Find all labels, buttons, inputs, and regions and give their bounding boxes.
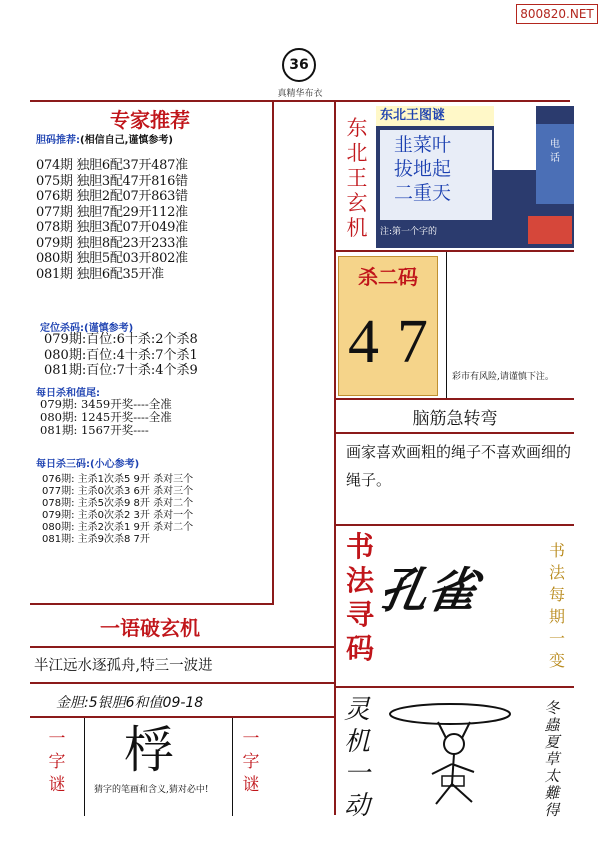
riddle-character: 桴 [124, 721, 174, 779]
list-item: 081期:百位:7十杀:4个杀9 [44, 363, 198, 378]
moment-rule-top [336, 686, 574, 688]
northeast-line: 拔地起 [394, 158, 452, 180]
moment-figure [380, 692, 530, 812]
brain-text: 画家喜欢画粗的绳子不喜欢画细的绳子。 [346, 443, 572, 489]
list-item: 081期 独胆6配35开准 [36, 266, 164, 282]
white-patch [494, 106, 536, 170]
bile-note: (相信自己,谨慎参考) [80, 135, 173, 146]
list-item: 077期: 主杀0次杀3 6开 杀对三个 [42, 486, 194, 497]
gold-line: 金胆:5银胆6和值09-18 [56, 695, 204, 711]
northeast-label: 东北王玄机 [346, 116, 368, 240]
riddle-divider-left [84, 718, 85, 816]
list-item: 074期 独胆6配37开487准 [36, 158, 188, 173]
left-column-rule [272, 100, 274, 605]
brain-rule-top [336, 398, 574, 400]
position-list [44, 332, 272, 379]
phrase-rule-mid [30, 646, 334, 648]
riddle-right-label: 一字谜 [242, 729, 260, 795]
calligraphy-rule-top [336, 524, 574, 526]
brain-rule-mid [336, 432, 574, 434]
northeast-card [380, 130, 492, 220]
riddle-left-label: 一字谜 [48, 729, 66, 795]
calligraphy-side: 书法每期一变 [548, 541, 565, 670]
northeast-picture [376, 106, 574, 248]
bile-list [36, 158, 272, 282]
brain-title: 脑筋急转弯 [412, 409, 498, 429]
logo-badge: 36 [282, 48, 316, 82]
list-item: 078期 独胆3配07开049准 [36, 220, 188, 235]
right-column-rule [334, 100, 336, 815]
riddle-divider-right [232, 718, 233, 816]
watermark: 800820.NET [516, 4, 598, 24]
figure-drawing [380, 692, 530, 812]
phrase-text: 半江远水逐孤舟,特三一波进 [34, 658, 213, 674]
list-item: 081期: 主杀9次杀8 7开 [42, 534, 150, 545]
kill-two-digits [339, 297, 437, 387]
northeast-line: 二重天 [394, 182, 452, 204]
list-item: 078期: 主杀5次杀9 8开 杀对二个 [42, 498, 194, 509]
daily-sum-label: 每日杀和值尾: [36, 388, 100, 399]
list-item: 076期: 主杀1次杀5 9开 杀对三个 [42, 474, 194, 485]
northeast-line: 韭菜叶 [394, 134, 452, 156]
list-item: 079期: 3459开奖----全准 [40, 397, 172, 411]
kill-three-header [36, 452, 266, 471]
list-item: 079期:百位:6十杀:2个杀8 [44, 332, 198, 347]
phrase-rule-bottom [30, 682, 334, 684]
kill-two-card [338, 256, 438, 396]
risk-note: 彩市有风险,请谨慎下注。 [452, 372, 554, 382]
list-item: 080期: 主杀2次杀1 9开 杀对二个 [42, 522, 194, 533]
daily-sum-list [40, 398, 270, 437]
kill-two-divider [446, 252, 447, 398]
list-item: 077期 独胆7配29开112准 [36, 204, 188, 220]
riddle-hint: 猜字的笔画和含义,猜对必中! [94, 785, 209, 795]
kill-three-label: 每日杀三码: [36, 459, 90, 470]
list-item: 081期: 1567开奖---- [40, 423, 149, 437]
northeast-banner: 东北王图谜 [376, 106, 494, 126]
moment-side: 冬蟲夏草太難得 [544, 699, 560, 819]
position-note: (谨慎参考) [84, 323, 134, 334]
expert-title: 专家推荐 [110, 108, 190, 132]
phrase-rule-top [30, 603, 274, 605]
list-item: 075期 独胆3配47开816错 [36, 173, 188, 189]
list-item: 076期 独胆2配07开863错 [36, 189, 188, 204]
northeast-stamp [528, 216, 572, 244]
northeast-side-panel [536, 124, 574, 204]
top-rule [30, 100, 570, 102]
northeast-side-text: 电话 [550, 139, 560, 164]
moment-label: 灵机一动 [343, 695, 370, 821]
list-item: 079期: 主杀0次杀2 3开 杀对一个 [42, 510, 194, 521]
bile-label: 胆码推荐: [36, 135, 80, 146]
position-label: 定位杀码: [40, 323, 84, 334]
list-item: 080期: 1245开奖----全准 [40, 410, 172, 424]
kill-two-digit: 7 [397, 308, 428, 376]
kill-three-list [42, 474, 270, 546]
list-item: 079期 独胆8配23开233准 [36, 235, 188, 251]
kill-two-rule-top [336, 250, 574, 252]
list-item: 080期 独胆5配03开802准 [36, 251, 188, 266]
calligraphy-label: 书法寻码 [345, 530, 374, 665]
northeast-footnote: 注:第一个字的 [380, 227, 438, 237]
kill-two-title: 杀二码 [358, 265, 418, 289]
kill-two-digit: 4 [348, 308, 379, 376]
kill-three-note: (小心参考) [90, 459, 140, 470]
phrase-title: 一语破玄机 [100, 616, 200, 640]
calligraphy-art: 孔雀 [375, 563, 481, 619]
bile-header [36, 128, 266, 147]
list-item: 080期:百位:4十杀:7个杀1 [44, 347, 198, 363]
logo-caption: 真精华布衣 [277, 89, 323, 99]
